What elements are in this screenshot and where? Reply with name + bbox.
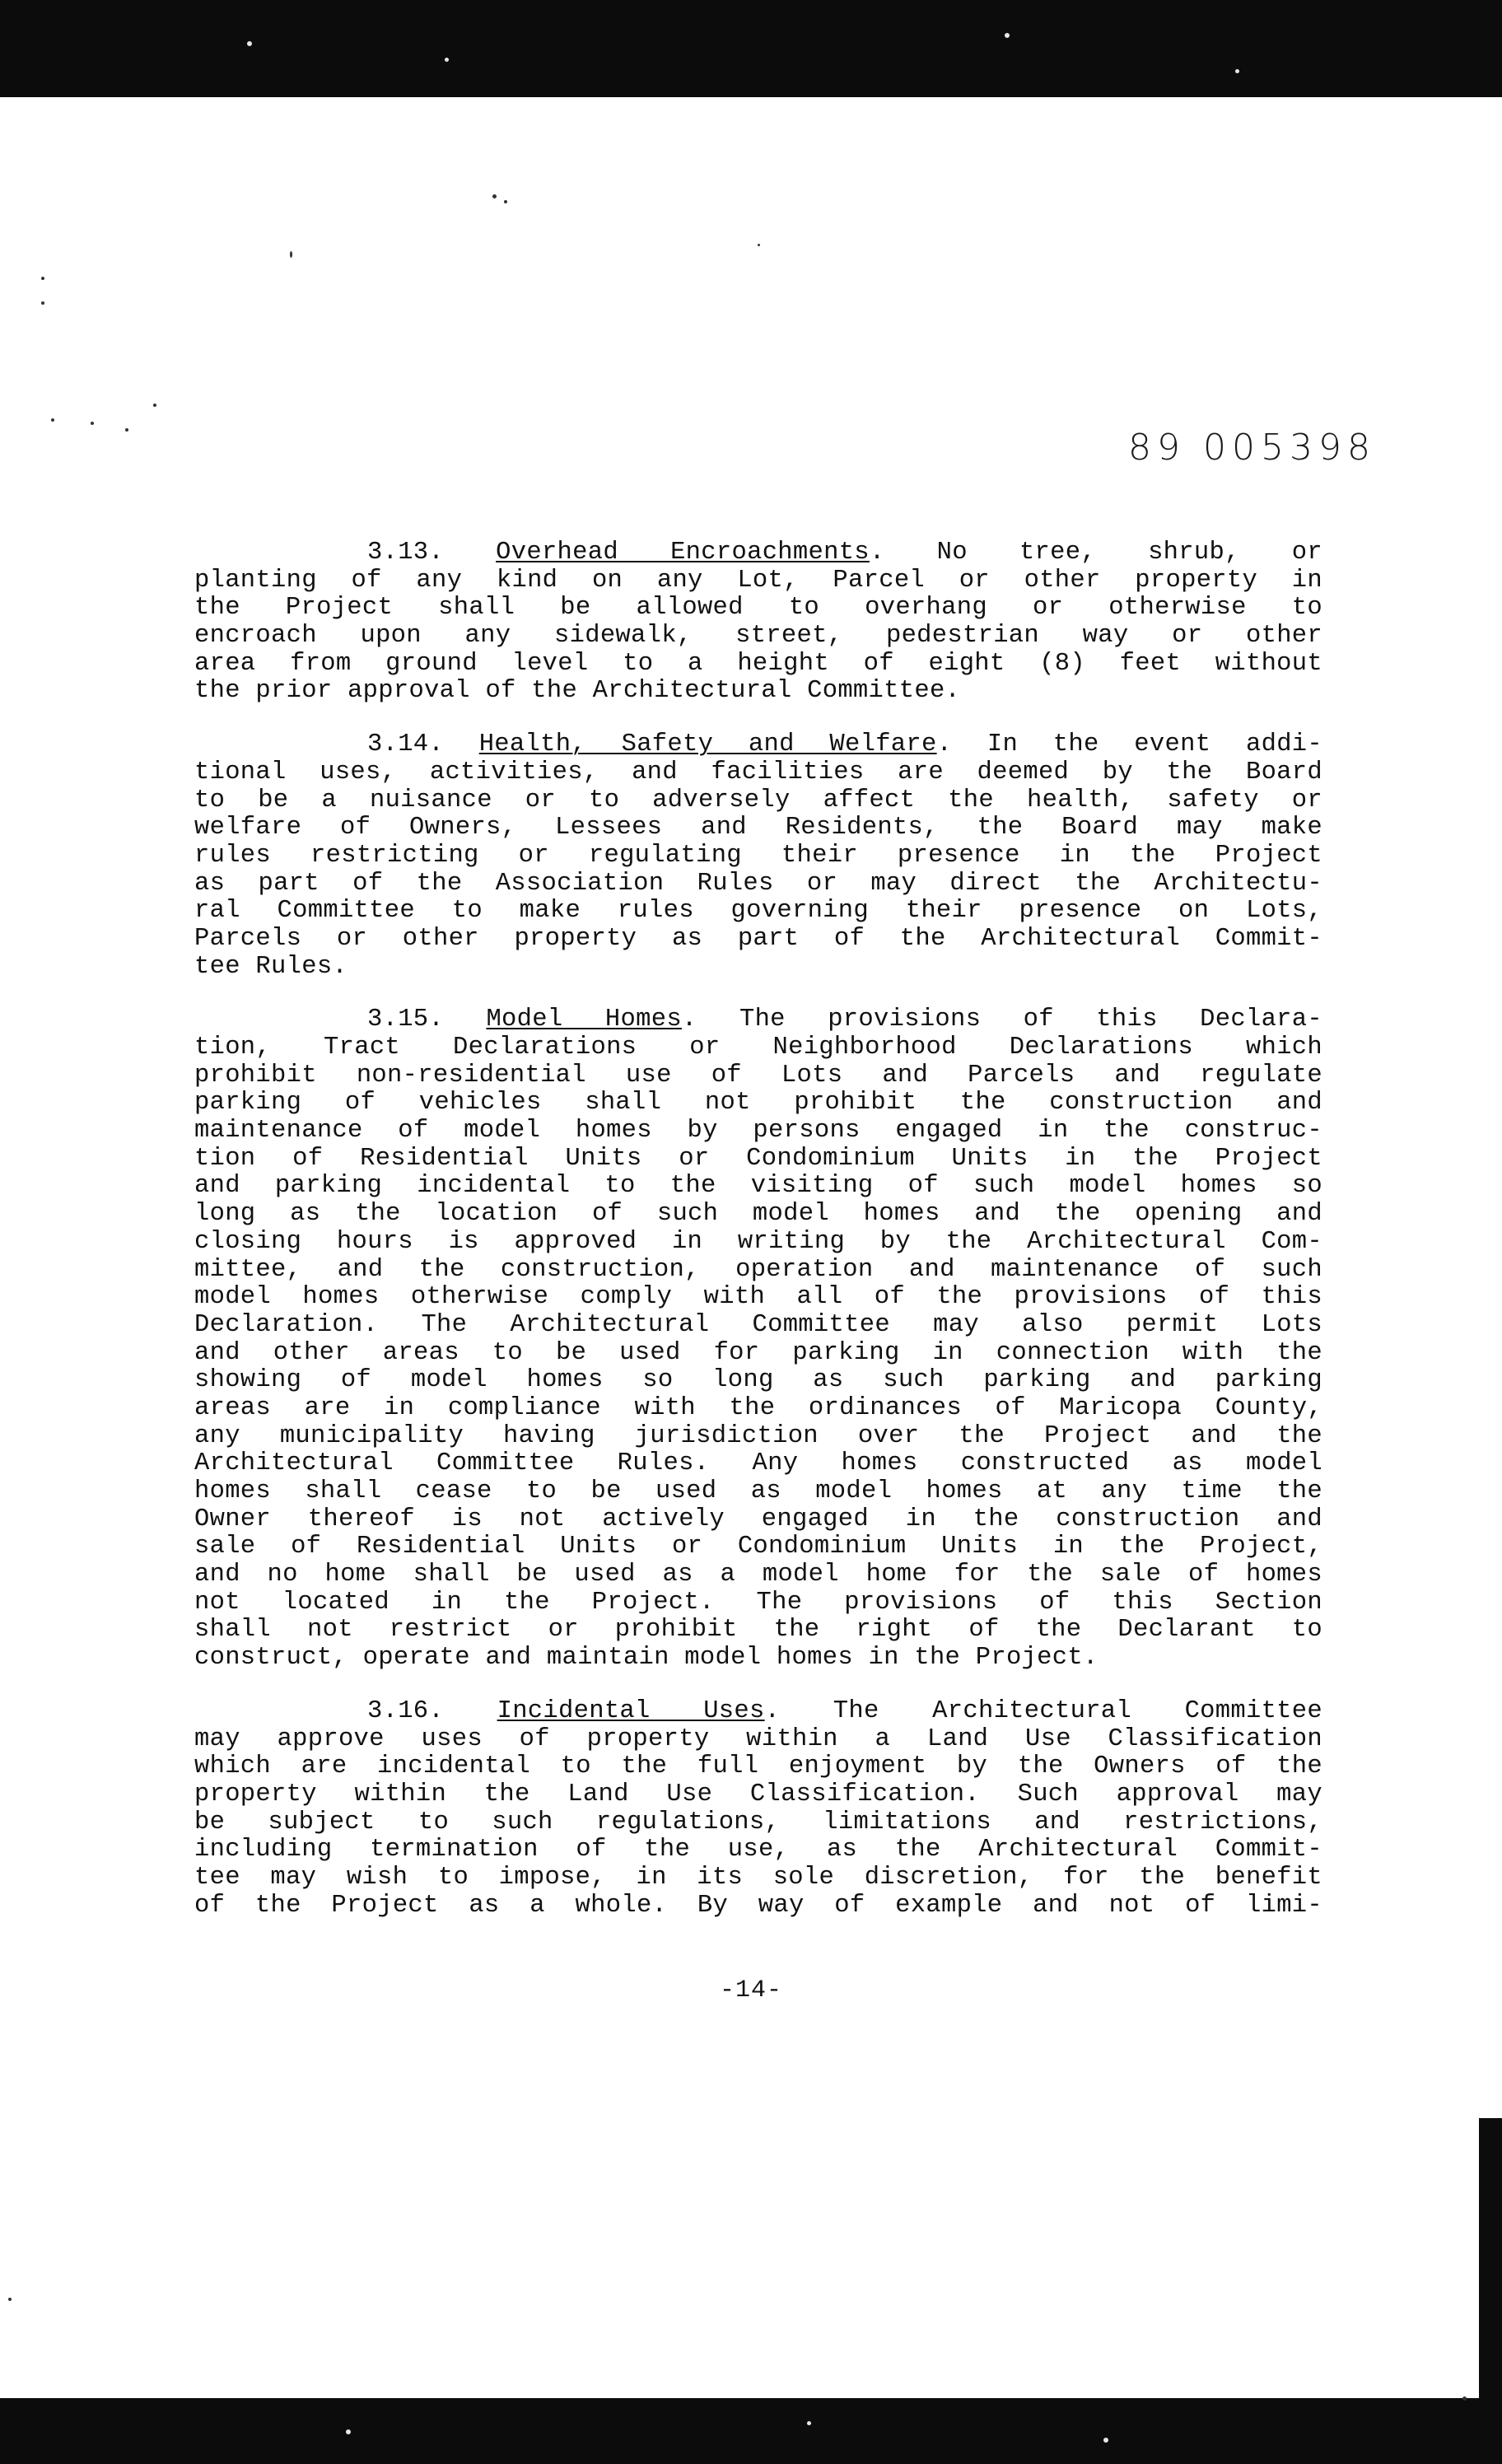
text-line: parking of vehicles shall not prohibit the construction and [194, 1089, 1322, 1118]
text-line: sale of Residential Units or Condominium Units in the Project, [194, 1533, 1322, 1561]
text-line: may approve uses of property within a Land Use Classification [194, 1724, 1322, 1753]
section-heading-line [194, 731, 1322, 759]
text-line: the prior approval of the Architectural Committee. [194, 677, 961, 706]
text-line: tion of Residential Units or Condominium Units in the Project [194, 1144, 1322, 1173]
section-number: 3.14. [367, 730, 445, 759]
text-line: closing hours is approved in writing by the Architectural Com- [194, 1227, 1322, 1256]
page-number: -14- [719, 1976, 782, 2004]
section-heading-line [194, 539, 1322, 567]
scan-speck [1005, 33, 1010, 38]
recording-number: 89 005398 [1128, 427, 1376, 469]
text-line: of the Project as a whole. By way of example and not of limi- [194, 1891, 1322, 1920]
text-line: as part of the Association Rules or may direct the Architectu- [194, 869, 1322, 898]
section-title: Health, Safety and Welfare [478, 730, 937, 759]
text-line: which are incidental to the full enjoyment by the Owners of the [194, 1752, 1322, 1781]
text-line: any municipality having jurisdiction over the Project and the [194, 1421, 1322, 1450]
section-title: Incidental Uses [497, 1696, 765, 1725]
text-line: encroach upon any sidewalk, street, pedestrian way or other [194, 622, 1322, 651]
section-3-13 [194, 539, 1322, 706]
text-line: tee may wish to impose, in its sole discretion, for the benefit [194, 1863, 1322, 1892]
text-line: the Project shall be allowed to overhang or otherwise to [194, 594, 1322, 623]
scan-speck [41, 277, 44, 280]
scan-speck [8, 2298, 12, 2301]
text-line: shall not restrict or prohibit the right of the Declarant to [194, 1616, 1322, 1645]
text-line: prohibit non-residential use of Lots and Parcels and regulate [194, 1061, 1322, 1090]
text-line: tional uses, activities, and facilities are deemed by the Board [194, 758, 1322, 786]
scan-speck [1462, 2396, 1467, 2401]
section-first-line: . The Architectural Committee [764, 1696, 1322, 1725]
text-line: and no home shall be used as a model home for the sale of homes [194, 1561, 1322, 1589]
scan-speck [247, 41, 252, 46]
section-3-15 [194, 1006, 1322, 1673]
scan-speck [807, 2421, 811, 2425]
text-line: not located in the Project. The provisions of this Section [194, 1588, 1322, 1617]
scan-speck [125, 428, 128, 432]
text-line: Parcels or other property as part of the Architectural Commit- [194, 924, 1322, 953]
text-line: Architectural Committee Rules. Any homes constructed as model [194, 1449, 1322, 1478]
scan-speck [504, 200, 507, 203]
text-line: homes shall cease to be used as model homes at any time the [194, 1477, 1322, 1505]
section-heading-line [194, 1006, 1322, 1034]
text-line: model homes otherwise comply with all of the provisions of this [194, 1283, 1322, 1312]
text-line: areas are in compliance with the ordinances of Maricopa County, [194, 1393, 1322, 1422]
section-first-line: . The provisions of this Declara- [681, 1006, 1322, 1034]
scan-speck [51, 418, 54, 422]
text-line: Declaration. The Architectural Committee may also permit Lots [194, 1310, 1322, 1339]
section-number: 3.15. [367, 1006, 445, 1034]
section-3-14 [194, 731, 1322, 981]
text-line: welfare of Owners, Lessees and Residents, the Board may make [194, 814, 1322, 842]
text-line: and parking incidental to the visiting of such model homes so [194, 1172, 1322, 1201]
text-line: mittee, and the construction, operation and maintenance of such [194, 1255, 1322, 1284]
text-line: construct, operate and maintain model homes in the Project. [194, 1644, 1099, 1673]
scan-speck [290, 251, 292, 258]
section-first-line: . In the event addi- [936, 730, 1322, 759]
text-line: long as the location of such model homes and the opening and [194, 1200, 1322, 1229]
section-title: Model Homes [486, 1006, 682, 1034]
section-first-line: . No tree, shrub, or [869, 539, 1323, 567]
scan-speck [1103, 2438, 1108, 2443]
text-line: to be a nuisance or to adversely affect the health, safety or [194, 786, 1322, 814]
text-line: Owner thereof is not actively engaged in the construction and [194, 1505, 1322, 1533]
scan-speck [445, 58, 449, 62]
text-line: rules restricting or regulating their presence in the Project [194, 841, 1322, 870]
section-title: Overhead Encroachments [496, 539, 870, 567]
text-line: including termination of the use, as the Architectural Commit- [194, 1836, 1322, 1864]
scan-speck [346, 2429, 351, 2434]
scan-speck [492, 194, 497, 198]
text-line: tee Rules. [194, 952, 348, 981]
document-body [194, 539, 1322, 1945]
scan-speck [91, 422, 94, 425]
section-number: 3.16. [367, 1696, 445, 1725]
scan-border-top [0, 0, 1502, 97]
scan-speck [758, 244, 760, 246]
text-line: area from ground level to a height of eight (8) feet without [194, 649, 1322, 678]
scan-border-bottom [0, 2398, 1502, 2464]
text-line: tion, Tract Declarations or Neighborhood Declarations which [194, 1034, 1322, 1062]
section-number: 3.13. [367, 539, 445, 567]
section-heading-line [194, 1698, 1322, 1726]
scan-border-right [1479, 2118, 1502, 2398]
text-line: be subject to such regulations, limitations and restrictions, [194, 1808, 1322, 1836]
text-line: planting of any kind on any Lot, Parcel or other property in [194, 566, 1322, 595]
text-line: maintenance of model homes by persons engaged in the construc- [194, 1117, 1322, 1146]
scan-speck [1235, 69, 1239, 73]
section-3-16 [194, 1698, 1322, 1920]
text-line: property within the Land Use Classification. Such approval may [194, 1780, 1322, 1808]
text-line: showing of model homes so long as such parking and parking [194, 1366, 1322, 1395]
scan-speck [41, 301, 44, 305]
text-line: ral Committee to make rules governing their presence on Lots, [194, 897, 1322, 926]
scan-speck [153, 404, 156, 407]
text-line: and other areas to be used for parking in connection with the [194, 1338, 1322, 1367]
